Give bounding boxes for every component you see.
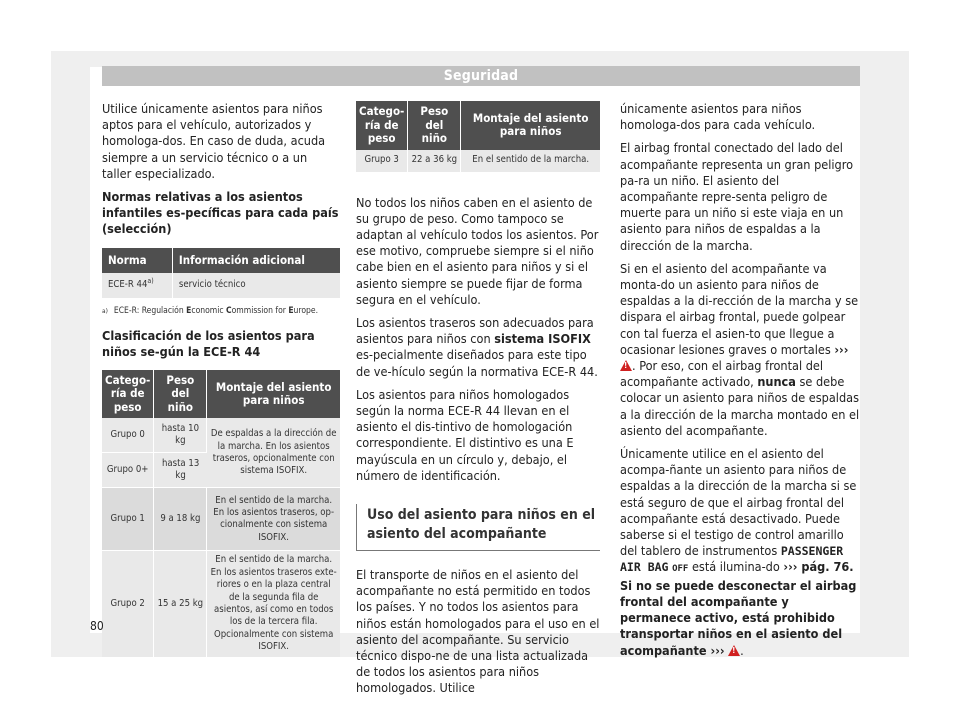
- table-row: [102, 551, 340, 657]
- norms-table: [102, 248, 340, 299]
- warning-triangle-icon: [728, 645, 740, 656]
- table-row: [356, 150, 600, 173]
- reference-arrows[interactable]: ›››: [710, 642, 725, 658]
- norms-header-norma: Norma: [102, 248, 172, 274]
- airbag-off-icon: OFF: [672, 564, 689, 575]
- norms-header-info: Información adicional: [172, 248, 340, 274]
- class-cell-mounting: En el sentido de la marcha. En los asientos traseros exte-riores o en la plaza central de la segunda fila de asientos, así como en todos los de la tercera fila. Opcionalmente con sistema ISOFIX.: [207, 551, 340, 657]
- paragraph-continuation: únicamente asientos para niños homologa-dos para cada vehículo.: [620, 101, 816, 133]
- column-2: [356, 101, 600, 704]
- table-row: [102, 488, 340, 551]
- class-cell-mounting: De espaldas a la dirección de la marcha. En los asientos traseros, opcionalmente con sistema ISOFIX.: [207, 418, 340, 488]
- passenger-airbag-label: PASSENGER AIR BAG: [620, 544, 844, 575]
- classification-table-continued: [356, 101, 600, 173]
- norms-cell-info: servicio técnico: [172, 273, 340, 298]
- paragraph-weight-fit: No todos los niños caben en el asiento de su grupo de peso. Como tampoco se adaptan al vehículo todos los asientos. Por ese motivo, compruebe siempre si el niño cabe bien en el asiento para niños y si el asiento siempre se puede fijar de forma segura en el vehículo.: [356, 194, 599, 307]
- class-cell-category: Grupo 3: [356, 150, 408, 173]
- intro-paragraph: Utilice únicamente asientos para niños aptos para el vehículo, autorizados y homologa-dos. En caso de duda, acuda siempre a un servicio técnico o a un taller especializado.: [102, 101, 326, 181]
- footnote: $^{a)}$ ECE-R: Regulación Economic Commission for Europe.: [102, 305, 319, 316]
- paragraph-deactivated-airbag: Únicamente utilice en el asiento del acompa-ñante un asiento para niños de espaldas a la dirección de la marcha si se está seguro de que el airbag frontal del acompañante está desactivado. Puede saberse si el testigo de control amarillo del tablero de instrumentos PASSENGER AIR BAG OFF está ilumina-do ››› pág. 76. Si no se puede desconectar el airbag frontal del acompañante y permanece activo, está prohibido transportar niños en el asiento del acompañante ››› ! .: [620, 446, 860, 659]
- warning-triangle-icon: [620, 360, 632, 371]
- classification-table: [102, 370, 340, 658]
- class-cell-category: Grupo 0: [102, 418, 154, 453]
- norms-cell-norma: ECE-R 44$^{a)}$: [102, 273, 172, 298]
- class-cell-weight: 15 a 25 kg: [154, 551, 207, 657]
- class-cell-weight: hasta 10 kg: [154, 418, 207, 453]
- paragraph-isofix: Los asientos traseros son adecuados para asientos para niños con sistema ISOFIX es-pecialmente diseñados para este tipo de ve-hículo según la normativa ECE-R 44.: [356, 314, 598, 379]
- class-cell-weight: 9 a 18 kg: [154, 488, 207, 551]
- paragraph-homologation: Los asientos para niños homologados según la norma ECE-R 44 llevan en el asiento el dis-tintivo de homologación correspondiente. El distintivo es una E mayúscula en un círculo y, debajo, el número de identificación.: [356, 386, 574, 483]
- class-cell-category: Grupo 2: [102, 551, 154, 657]
- section-header: Seguridad: [102, 66, 860, 86]
- class-cell-weight: hasta 13 kg: [154, 453, 207, 488]
- table-row: [102, 418, 340, 453]
- page-number: 80: [90, 619, 104, 633]
- class-header-mounting: Montaje del asiento para niños: [207, 370, 340, 419]
- paragraph-airbag-danger: El airbag frontal conectado del lado del acompañante representa un gran peligro pa-ra un niño. El asiento del acompañante repre-senta peligro de muerte para un niño si este viaja en un asiento para niños de espaldas a la dirección de la marcha.: [620, 140, 854, 253]
- reference-arrows[interactable]: ›››: [834, 341, 849, 357]
- paragraph-transport: El transporte de niños en el asiento del acompañante no está permitido en todos los países. Y no todos los asientos para niños están homologados para el uso en el asiento del acompañante. Su servicio técnico dispo-ne de una lista actualizada de todos los asientos para niños homologados. Utilice: [356, 566, 600, 696]
- class-cell-weight: 22 a 36 kg: [408, 150, 461, 173]
- column-3: [620, 101, 860, 666]
- class-header-weight: Peso del niño: [154, 370, 207, 419]
- section-heading-passenger-seat: Uso del asiento para niños en el asiento del acompañante: [356, 504, 600, 551]
- class-cell-mounting: En el sentido de la marcha.: [461, 150, 600, 173]
- page-reference-link[interactable]: ››› pág. 76: [783, 559, 850, 575]
- class-header-weight: Peso del niño: [408, 101, 461, 150]
- paragraph-rear-facing: Si en el asiento del acompañante va monta-do un asiento para niños de espaldas a la di-rección de la marcha y se dispara el airbag frontal, puede golpear con tal fuerza el asien-to que llegue a ocasionar lesiones graves o mortales ››› !. Por eso, con el airbag frontal del acompañante activado, nunca se debe colocar un asiento para niños de espaldas a la dirección de la marcha montado en el asiento del acompañante.: [620, 261, 860, 439]
- column-1: [102, 101, 340, 658]
- class-cell-category: Grupo 1: [102, 488, 154, 551]
- class-cell-mounting: En el sentido de la marcha. En los asientos traseros, op-cionalmente con sistema ISOFIX.: [207, 488, 340, 551]
- class-header-category: Catego-ría de peso: [356, 101, 408, 150]
- class-header-category: Catego-ría de peso: [102, 370, 154, 419]
- heading-country-norms: Normas relativas a los asientos infantiles es-pecíficas para cada país (selección): [102, 189, 339, 237]
- heading-classification: Clasificación de los asientos para niños se-gún la ECE-R 44: [102, 327, 315, 359]
- class-cell-category: Grupo 0+: [102, 453, 154, 488]
- class-header-mounting: Montaje del asiento para niños: [461, 101, 600, 150]
- table-row: [102, 273, 340, 298]
